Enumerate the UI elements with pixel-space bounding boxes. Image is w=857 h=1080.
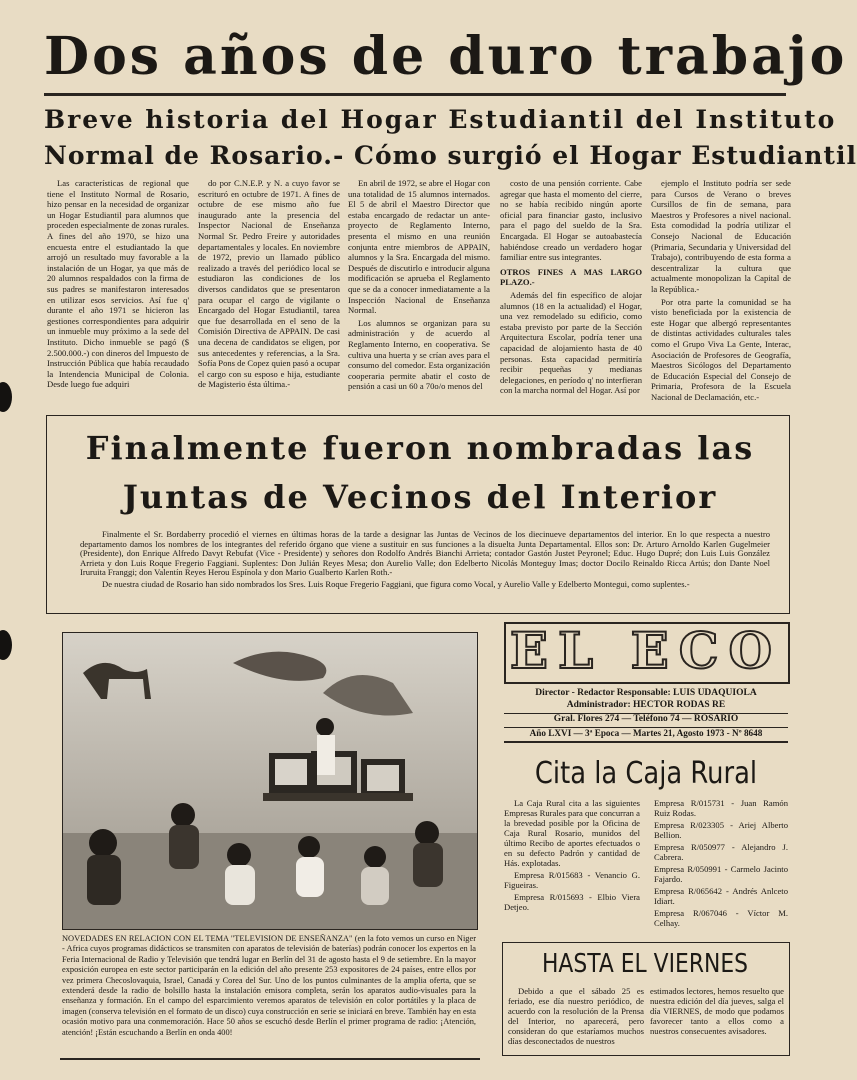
article-column-4-para-2: Además del fin específico de alojar alumnos (18 en la actualidad) el Hogar, una vez remodelado su edificio, como estaba previsto por parte de la Sección Arquitectura Escolar, podría tener una capacidad de alojamiento hasta de 40 personas. Esta capacidad permitiría recibir pequeñas y medianas delegaciones, en período q' no interfieran con la marcha normal del Hogar. Así por (500, 289, 642, 396)
article-column-4-para-1: costo de una pensión corriente. Cabe agregar que hasta el momento del cierre, no se había recibido ningún aporte oficial para financiar gasto, inclusivo para el pago del sueldo de la Sra. Encargada. El Hogar se autoabastecía habiéndose creado un verdadero hogar familiar entre sus integrantes. (500, 178, 642, 263)
caja-rural-left-column (504, 798, 640, 922)
article-column-4-subhead: OTROS FINES A MAS LARGO PLAZO.- (500, 266, 642, 288)
article-column-5 (651, 178, 791, 404)
masthead-title: EL ECO (509, 621, 783, 680)
masthead-address: Gral. Flores 274 — Teléfono 74 — ROSARIO (553, 714, 739, 724)
masthead-rule-3 (504, 741, 788, 743)
left-bottom-rule (60, 1058, 480, 1060)
binder-hole-bottom (0, 630, 12, 660)
article-column-3-para-1: En abril de 1972, se abre el Hogar con una totalidad de 15 alumnos internados. El 5 de abril el Maestro Director que estaba encargado de redactar un ante-proyecto de Reglamento Interno, presenta el mismo en una reunión conjunta entre miembros de APPAIN, alumnos y la Sra. Encargada del mismo. Después de discutirlo e introducir alguna modificación se aprueba el Reglamento que se da a conocer inmediatamente a la Inspección Nacional de Enseñanza Normal. (348, 178, 490, 316)
article-column-4 (500, 178, 642, 404)
article-column-2 (198, 178, 340, 404)
caja-rural-left-item-2: Empresa R/015693 - Elbio Viera Detjeo. (504, 892, 640, 912)
hasta-viernes-column-1: Debido a que el sábado 25 es feriado, ese día nuestro periódico, de acuerdo con la resolución de la Prensa del Interior, no aparecerá, pero consideran do que estaríamos muchos días desconectados de nuestros (508, 986, 644, 1046)
hasta-viernes-column-2: estimados lectores, hemos resuelto que nuestra edición del día jueves, salga el día VIERNES, de modo que podamos favorecer tanto a ellos como a nuestros consecuentes avisadores. (650, 986, 784, 1036)
caja-rural-right-item-3: Empresa R/050977 - Alejandro J. Cabrera. (654, 842, 788, 862)
caja-rural-right-item-1: Empresa R/015731 - Juan Ramón Ruiz Rodas. (654, 798, 788, 818)
masthead-director: Director - Redactor Responsable: LUIS UDAQUIOLA (535, 688, 757, 698)
subhead-line-2: Normal de Rosario.- Cómo surgió el Hogar Estudiantil (44, 141, 857, 170)
juntas-body-para-1: Finalmente el Sr. Bordaberry procedió el viernes en últimas horas de la tarde a designar las Juntas de Vecinos de los diecinueve departamentos del interior. En lo que respecta a nuestro departamento damos los nombres de los integrantes del referido órgano que viene a sustituir en sus funciones a la disuelta Junta Departamental. Ellos son: Dr. Arturo Arnoldo Karlen Gugelmeier (Presidente), don Enrique Alfredo Davyt Rebufat (Vice - Presidente) y señores don Rodolfo Andrés Bianchi Arrieta; contador Gastón Justet Peyronel; Educ. Hugo Dupré; don Luis Luis González Arrieta y don Luis Roque Fregerio Faggiani. Suplentes: Don Julián Reyes Mesa; don Aurelio Valle; don Edelberto Nicolás Monteguy Imas; doctor Docilo Reinaldo Ricca Artús; don Dante Noel Iruruita Franggi; don Valentín Reyes Herou Espínola y don Mario Gualberto Karlen Roth.- (80, 529, 770, 578)
photo-caption: NOVEDADES EN RELACION CON EL TEMA "TELEVISION DE ENSEÑANZA" (en la foto vemos un curso en Niger - Africa cuyos programas didácticos se transmiten con aparatos de televisión de baterías) podrán conocer los expertos en la Feria Internacional de Radio y Televisión que tendrá lugar en Berlín del 31 de agosto hasta el 9 de setiembre. En la mayor exposición europea en este sector participarán en la edición del año presente 253 expositores de 24 países, entre ellos por vez primera Checoslovaquia, Israel, Canadá y Corea del Sur. Uno de los puntos culminantes de la amplia oferta, que se extenderá desde la radio de bolsillo hasta la instalación emisora completa, serán los aparatos audio-visuales para la enseñanza y formación. En el campo del esparcimiento veremos aparatos de televisión en color portátiles y la placa de imagen (conserva televisión en el formato de un disco) cuya construcción en serie se iniciará en breve. También hay en esta ocasión motivo para una conmemoración. Hace 50 años se escuchó desde Berlín el primer programa de radio: ¡Atención, atención! ¡Están escuchando a Berlín en onda 400! (62, 934, 476, 1037)
binder-hole-top (0, 382, 12, 412)
masthead-issue: Año LXVI — 3ª Epoca — Martes 21, Agosto 1973 - Nº 8648 (529, 728, 763, 738)
caja-rural-right-item-5: Empresa R/065642 - Andrés Anlceto Idiart. (654, 886, 788, 906)
article-column-1-text: Las características de regional que tiene el Instituto Normal de Rosario, hizo pensar en la necesidad de organizar un Hogar Estudiantil para alumnos que proceden especialmente de zonas rurales. A fines del año 1970, se hizo una encuesta entre el estudiantado la que arrojó un resultado muy favorable a la instalación de un Hogar, ya que más de 20 alumnos respaldados con la firma de sus padres se manifestaron interesados en utilizar esos servicios. Así fue q' durante el año 1971 se hicieron las gestiones correspondientes para adquirir un inmueble muy próximo a la sede del Instituto. Dicho inmueble se pagó ($ 2.500.000.-) con dineros del Impuesto de Instrucción Pública que había recaudado la Intendencia Municipal de Colonia. Desde luego fue adquiri (47, 178, 189, 390)
juntas-body (80, 530, 770, 606)
subhead-line-1: Breve historia del Hogar Estudiantil del Instituto (44, 105, 837, 134)
headline-rule (44, 93, 786, 96)
hasta-viernes-headline: HASTA EL VIERNES (541, 949, 749, 979)
article-column-2-text: do por C.N.E.P. y N. a cuyo favor se escrituró en octubre de 1971. A fines de octubre de ese mismo año fue inaugurado ante la presencia del Inspector Nacional de Enseñanza Normal Sr. Pedro Freire y autoridades departamentales y locales. En noviembre de 1972, previo un llamado público realizado a través del periódico local se estudiaron las condiciones de los diversos candidatos que se presentaron para ocupar el cargo de vigilante o Encargado del Hogar Estudiantil, tarea que fue desarrollada en el seno de la Comisión Directiva de APPAIN. De casi una decena de candidatos se eligen, por sus antecedentes y referencias, a la Sra. Sofía Pons de Copez quien pasó a ocupar el cargo con su esposo e hija, estudiante de Magisterio ésta última.- (198, 178, 341, 390)
caja-rural-left-item-1: Empresa R/015683 - Venancio G. Figueiras. (504, 870, 640, 890)
main-headline: Dos años de duro trabajo (44, 26, 848, 87)
article-column-5-para-1: ejemplo el Instituto podría ser sede para Cursos de Verano o breves Cursillos de fin de semana, para Maestros y Profesores a nivel nacional. Esta comodidad la podría utilizar el Consejo Nacional de Educación (Primaria, Secundaria y Universidad del Trabajo), contribuyendo de esta forma a descentralizar la cultura que actualmente monopolizan la Capital de la República.- (651, 178, 791, 294)
juntas-headline-line-2: Juntas de Vecinos del Interior (122, 478, 718, 516)
article-column-3 (348, 178, 490, 404)
caja-rural-right-item-6: Empresa R/067046 - Víctor M. Celhay. (654, 908, 788, 928)
article-column-1 (47, 178, 189, 404)
caja-rural-right-item-2: Empresa R/023305 - Ariej Alberto Bellion. (654, 820, 788, 840)
caja-rural-right-column (654, 798, 788, 928)
article-column-5-para-2: Por otra parte la comunidad se ha visto beneficiada por la existencia de este Hogar que albergó representantes de distintas actividades culturales tales como el Grupo Viva La Gente, Interac, Asociación de Profesores de Geografía, Maestros Sicólogos del Departamento de Educación Especial del Consejo de Primaria, Profesora de la Escuela Nacional de Declamación, etc.- (651, 296, 791, 402)
juntas-headline-line-1: Finalmente fueron nombradas las (85, 429, 755, 467)
juntas-body-para-2: De nuestra ciudad de Rosario han sido nombrados los Sres. Luis Roque Fregerio Faggiani, que figura como Vocal, y Aurelio Valle y Edelberto Montegui, como suplentes.- (102, 578, 690, 589)
caja-rural-right-item-4: Empresa R/050991 - Carmelo Jacinto Fajardo. (654, 864, 788, 884)
photo-illustration (63, 633, 477, 929)
article-column-3-para-2: Los alumnos se organizan para su administración y de acuerdo al Reglamento Interno, en cooperativa. Se cultiva una huerta y se crían aves para el consumo del comedor. Esta organización cooperaria permite abatir el costo de pensión a casi un 60 a 70o/o menos del (348, 317, 490, 392)
caja-rural-intro: La Caja Rural cita a las siguientes Empresas Rurales para que concurran a la brevedad posible por la Oficina de Caja Rural Rosario, munidos del último Recibo de aportes efectuados o en su defecto Padrón y cantidad de Hás. explotadas. (504, 798, 640, 868)
caja-rural-headline: Cita la Caja Rural (534, 756, 758, 791)
tv-classroom-photo (62, 632, 478, 930)
masthead-administrador: Administrador: HECTOR RODAS RE (566, 700, 726, 710)
